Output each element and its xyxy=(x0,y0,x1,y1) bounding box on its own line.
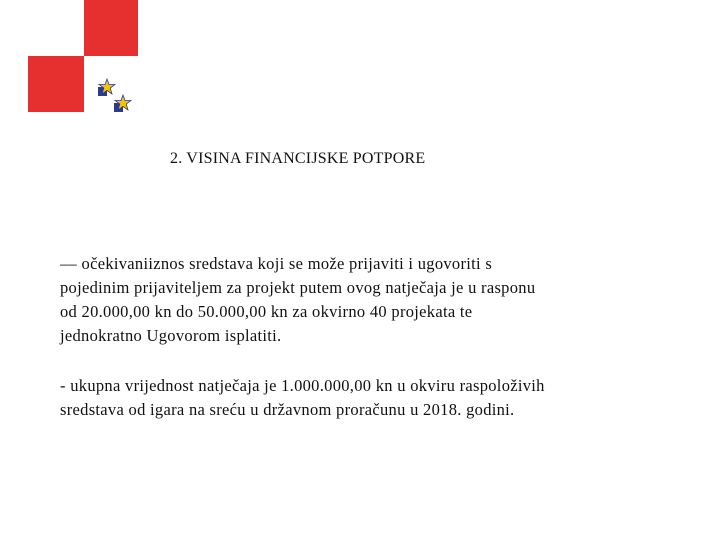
paragraph-line: od 20.000,00 kn do 50.000,00 kn za okvirno 40 projekata te xyxy=(60,302,473,321)
paragraph-line: - ukupna vrijednost natječaja je 1.000.000,00 kn u okviru raspoloživih xyxy=(60,376,545,395)
paragraph-line: –– očekivaniiznos sredstava koji se može prijaviti i ugovoriti s xyxy=(60,254,493,273)
paragraph-line: sredstava od igara na sreću u državnom proračunu u 2018. godini. xyxy=(60,400,515,419)
logo-red-square-middle xyxy=(28,56,84,112)
logo xyxy=(28,0,138,118)
star-badge-icon xyxy=(114,94,132,112)
paragraph-amount-range xyxy=(60,252,670,348)
page-title: 2. VISINA FINANCIJSKE POTPORE xyxy=(170,150,426,167)
paragraph-total-value xyxy=(60,374,670,422)
paragraph-line: jednokratno Ugovorom isplatiti. xyxy=(60,326,282,345)
logo-red-square-top xyxy=(84,0,138,56)
paragraph-line: pojedinim prijaviteljem za projekt putem ovog natječaja je u rasponu xyxy=(60,278,536,297)
